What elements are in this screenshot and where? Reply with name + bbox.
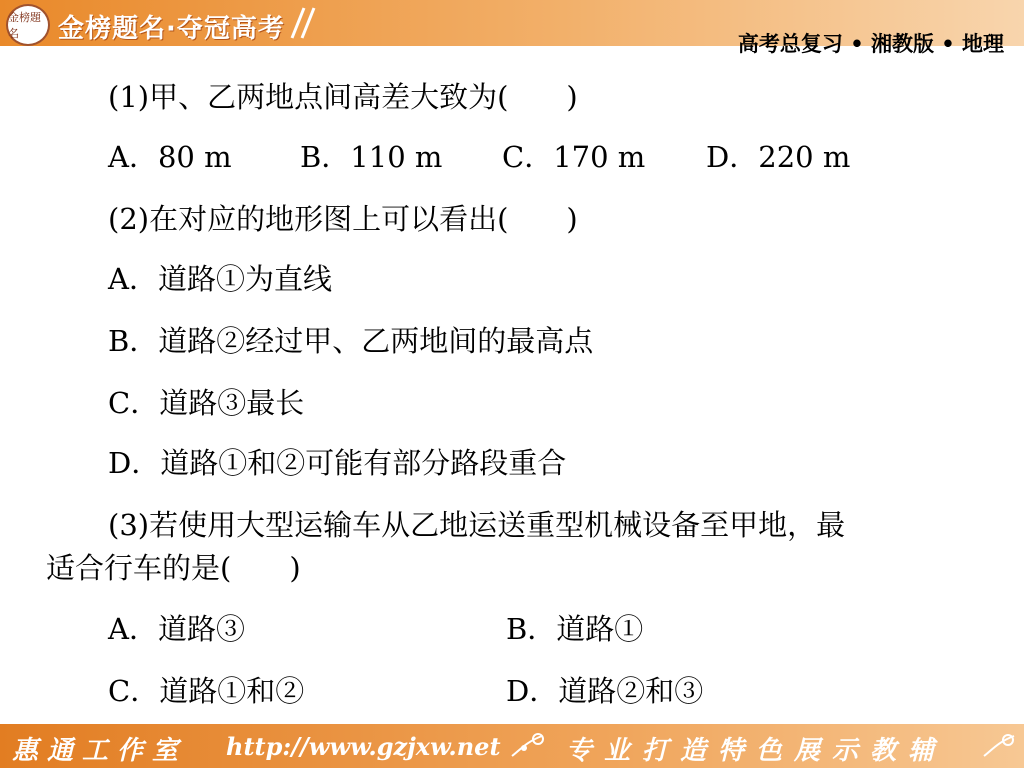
course-title: 高考总复习 • 湘教版 • 地理: [737, 32, 1004, 56]
q2-option-c: C．道路③最长: [108, 386, 305, 420]
footer-url[interactable]: http://www.gzjxw.net: [226, 732, 501, 761]
q3-option-b: B．道路①: [506, 612, 644, 646]
slash-decoration-icon: [278, 6, 318, 40]
logo-text: 金榜題名: [8, 11, 41, 40]
question-3-stem-line-2: 适合行车的是( ): [46, 551, 301, 585]
q2-option-d: D．道路①和②可能有部分路段重合: [108, 446, 567, 480]
banner-slogan: 金榜题名·夺冠高考: [58, 14, 285, 44]
q2-option-a: A．道路①为直线: [108, 262, 332, 296]
footer-studio: 惠通工作室: [12, 736, 188, 766]
q1-option-a: A．80 m: [108, 140, 232, 174]
bottom-banner: [0, 724, 1024, 768]
q1-option-c: C．170 m: [502, 140, 646, 174]
flower-decoration-icon: [980, 730, 1020, 762]
q1-option-b: B．110 m: [300, 140, 443, 174]
footer-motto: 专业打造特色展示教辅: [566, 736, 947, 766]
question-3-stem-line-1: (3)若使用大型运输车从乙地运送重型机械设备至甲地，最: [108, 508, 846, 542]
q3-option-c: C．道路①和②: [108, 674, 305, 708]
flower-decoration-icon: [508, 730, 548, 762]
question-1-stem: (1)甲、乙两地点间高差大致为( ): [108, 80, 578, 114]
q2-option-b: B．道路②经过甲、乙两地间的最高点: [108, 324, 594, 358]
question-2-stem: (2)在对应的地形图上可以看出( ): [108, 202, 578, 236]
q3-option-a: A．道路③: [108, 612, 245, 646]
logo-icon: [6, 4, 50, 46]
q1-option-d: D．220 m: [706, 140, 851, 174]
q3-option-d: D．道路②和③: [506, 674, 704, 708]
